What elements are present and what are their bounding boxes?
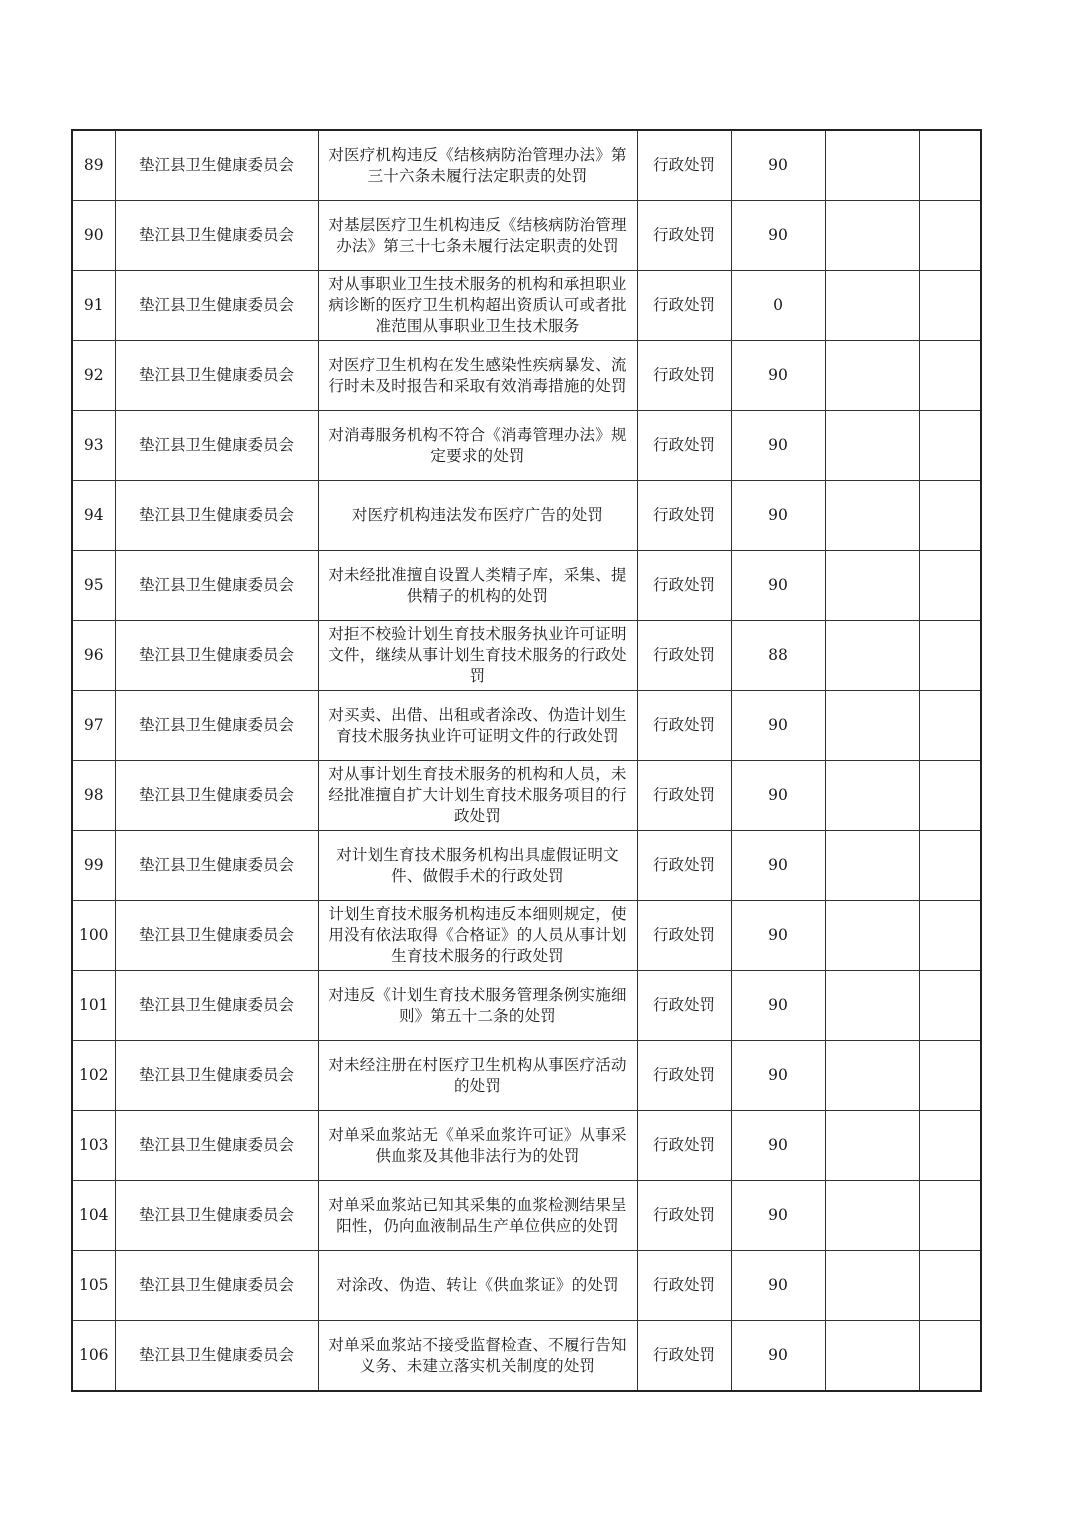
empty-cell bbox=[919, 1321, 981, 1392]
empty-cell bbox=[825, 411, 919, 481]
table-row bbox=[72, 761, 981, 831]
department-cell: 垫江县卫生健康委员会 bbox=[115, 1041, 318, 1111]
row-number: 91 bbox=[72, 271, 115, 341]
department-cell: 垫江县卫生健康委员会 bbox=[115, 1111, 318, 1181]
item-type: 行政处罚 bbox=[637, 481, 731, 551]
item-description: 对医疗卫生机构在发生感染性疾病暴发、流行时未及时报告和采取有效消毒措施的处罚 bbox=[318, 341, 637, 411]
item-score: 90 bbox=[731, 831, 825, 901]
item-type: 行政处罚 bbox=[637, 831, 731, 901]
empty-cell bbox=[919, 411, 981, 481]
item-type: 行政处罚 bbox=[637, 761, 731, 831]
department-cell: 垫江县卫生健康委员会 bbox=[115, 831, 318, 901]
row-number: 95 bbox=[72, 551, 115, 621]
item-description: 对未经批准擅自设置人类精子库，采集、提供精子的机构的处罚 bbox=[318, 551, 637, 621]
empty-cell bbox=[919, 621, 981, 691]
empty-cell bbox=[919, 1251, 981, 1321]
department-cell: 垫江县卫生健康委员会 bbox=[115, 621, 318, 691]
item-type: 行政处罚 bbox=[637, 1181, 731, 1251]
item-type: 行政处罚 bbox=[637, 341, 731, 411]
row-number: 106 bbox=[72, 1321, 115, 1392]
department-cell: 垫江县卫生健康委员会 bbox=[115, 271, 318, 341]
item-description: 对医疗机构违法发布医疗广告的处罚 bbox=[318, 481, 637, 551]
table-row bbox=[72, 1321, 981, 1392]
empty-cell bbox=[919, 831, 981, 901]
item-description: 对医疗机构违反《结核病防治管理办法》第三十六条未履行法定职责的处罚 bbox=[318, 130, 637, 201]
table-row bbox=[72, 1111, 981, 1181]
empty-cell bbox=[825, 130, 919, 201]
item-type: 行政处罚 bbox=[637, 1111, 731, 1181]
empty-cell bbox=[919, 271, 981, 341]
row-number: 93 bbox=[72, 411, 115, 481]
row-number: 100 bbox=[72, 901, 115, 971]
department-cell: 垫江县卫生健康委员会 bbox=[115, 1321, 318, 1392]
department-cell: 垫江县卫生健康委员会 bbox=[115, 691, 318, 761]
item-score: 90 bbox=[731, 1181, 825, 1251]
empty-cell bbox=[825, 551, 919, 621]
item-description: 对从事计划生育技术服务的机构和人员，未经批准擅自扩大计划生育技术服务项目的行政处罚 bbox=[318, 761, 637, 831]
table-row bbox=[72, 1041, 981, 1111]
item-description: 对基层医疗卫生机构违反《结核病防治管理办法》第三十七条未履行法定职责的处罚 bbox=[318, 201, 637, 271]
item-description: 对违反《计划生育技术服务管理条例实施细则》第五十二条的处罚 bbox=[318, 971, 637, 1041]
table-row bbox=[72, 551, 981, 621]
item-score: 90 bbox=[731, 1251, 825, 1321]
department-cell: 垫江县卫生健康委员会 bbox=[115, 761, 318, 831]
item-description: 对单采血浆站已知其采集的血浆检测结果呈阳性，仍向血液制品生产单位供应的处罚 bbox=[318, 1181, 637, 1251]
empty-cell bbox=[825, 831, 919, 901]
item-description: 对单采血浆站不接受监督检查、不履行告知义务、未建立落实机关制度的处罚 bbox=[318, 1321, 637, 1392]
table-row bbox=[72, 1181, 981, 1251]
table-row bbox=[72, 691, 981, 761]
table-row bbox=[72, 130, 981, 201]
empty-cell bbox=[919, 341, 981, 411]
empty-cell bbox=[825, 901, 919, 971]
empty-cell bbox=[825, 761, 919, 831]
item-type: 行政处罚 bbox=[637, 201, 731, 271]
item-score: 88 bbox=[731, 621, 825, 691]
empty-cell bbox=[825, 1041, 919, 1111]
empty-cell bbox=[825, 971, 919, 1041]
department-cell: 垫江县卫生健康委员会 bbox=[115, 341, 318, 411]
item-score: 0 bbox=[731, 271, 825, 341]
item-score: 90 bbox=[731, 1321, 825, 1392]
department-cell: 垫江县卫生健康委员会 bbox=[115, 201, 318, 271]
item-type: 行政处罚 bbox=[637, 551, 731, 621]
item-score: 90 bbox=[731, 201, 825, 271]
empty-cell bbox=[919, 130, 981, 201]
empty-cell bbox=[825, 271, 919, 341]
row-number: 104 bbox=[72, 1181, 115, 1251]
item-score: 90 bbox=[731, 551, 825, 621]
row-number: 103 bbox=[72, 1111, 115, 1181]
empty-cell bbox=[919, 1041, 981, 1111]
item-description: 对计划生育技术服务机构出具虚假证明文件、做假手术的行政处罚 bbox=[318, 831, 637, 901]
row-number: 102 bbox=[72, 1041, 115, 1111]
department-cell: 垫江县卫生健康委员会 bbox=[115, 481, 318, 551]
table-row bbox=[72, 271, 981, 341]
table-body bbox=[72, 130, 981, 1391]
department-cell: 垫江县卫生健康委员会 bbox=[115, 971, 318, 1041]
penalty-table bbox=[71, 129, 982, 1392]
item-type: 行政处罚 bbox=[637, 271, 731, 341]
item-description: 对涂改、伪造、转让《供血浆证》的处罚 bbox=[318, 1251, 637, 1321]
penalty-table-container bbox=[71, 129, 980, 1392]
row-number: 96 bbox=[72, 621, 115, 691]
table-row bbox=[72, 201, 981, 271]
item-type: 行政处罚 bbox=[637, 411, 731, 481]
department-cell: 垫江县卫生健康委员会 bbox=[115, 411, 318, 481]
empty-cell bbox=[825, 341, 919, 411]
row-number: 98 bbox=[72, 761, 115, 831]
empty-cell bbox=[919, 971, 981, 1041]
item-type: 行政处罚 bbox=[637, 130, 731, 201]
empty-cell bbox=[825, 691, 919, 761]
row-number: 97 bbox=[72, 691, 115, 761]
row-number: 92 bbox=[72, 341, 115, 411]
empty-cell bbox=[825, 1111, 919, 1181]
item-description: 对单采血浆站无《单采血浆许可证》从事采供血浆及其他非法行为的处罚 bbox=[318, 1111, 637, 1181]
empty-cell bbox=[825, 621, 919, 691]
item-score: 90 bbox=[731, 1041, 825, 1111]
row-number: 101 bbox=[72, 971, 115, 1041]
empty-cell bbox=[825, 1321, 919, 1392]
item-score: 90 bbox=[731, 691, 825, 761]
item-score: 90 bbox=[731, 761, 825, 831]
item-description: 对未经注册在村医疗卫生机构从事医疗活动的处罚 bbox=[318, 1041, 637, 1111]
item-score: 90 bbox=[731, 971, 825, 1041]
department-cell: 垫江县卫生健康委员会 bbox=[115, 1251, 318, 1321]
item-type: 行政处罚 bbox=[637, 1251, 731, 1321]
row-number: 105 bbox=[72, 1251, 115, 1321]
item-description: 对买卖、出借、出租或者涂改、伪造计划生育技术服务执业许可证明文件的行政处罚 bbox=[318, 691, 637, 761]
empty-cell bbox=[825, 1181, 919, 1251]
item-type: 行政处罚 bbox=[637, 621, 731, 691]
item-score: 90 bbox=[731, 411, 825, 481]
row-number: 89 bbox=[72, 130, 115, 201]
empty-cell bbox=[825, 201, 919, 271]
empty-cell bbox=[919, 761, 981, 831]
item-type: 行政处罚 bbox=[637, 1041, 731, 1111]
empty-cell bbox=[825, 1251, 919, 1321]
item-description: 对消毒服务机构不符合《消毒管理办法》规定要求的处罚 bbox=[318, 411, 637, 481]
item-score: 90 bbox=[731, 1111, 825, 1181]
table-row bbox=[72, 411, 981, 481]
department-cell: 垫江县卫生健康委员会 bbox=[115, 551, 318, 621]
row-number: 99 bbox=[72, 831, 115, 901]
table-row bbox=[72, 341, 981, 411]
department-cell: 垫江县卫生健康委员会 bbox=[115, 130, 318, 201]
department-cell: 垫江县卫生健康委员会 bbox=[115, 901, 318, 971]
table-row bbox=[72, 901, 981, 971]
item-type: 行政处罚 bbox=[637, 971, 731, 1041]
empty-cell bbox=[919, 481, 981, 551]
item-type: 行政处罚 bbox=[637, 691, 731, 761]
table-row bbox=[72, 621, 981, 691]
item-score: 90 bbox=[731, 341, 825, 411]
empty-cell bbox=[919, 691, 981, 761]
item-score: 90 bbox=[731, 130, 825, 201]
row-number: 90 bbox=[72, 201, 115, 271]
table-row bbox=[72, 971, 981, 1041]
empty-cell bbox=[919, 901, 981, 971]
empty-cell bbox=[919, 1111, 981, 1181]
empty-cell bbox=[919, 551, 981, 621]
department-cell: 垫江县卫生健康委员会 bbox=[115, 1181, 318, 1251]
item-type: 行政处罚 bbox=[637, 901, 731, 971]
empty-cell bbox=[825, 481, 919, 551]
item-description: 计划生育技术服务机构违反本细则规定，使用没有依法取得《合格证》的人员从事计划生育技术服务的行政处罚 bbox=[318, 901, 637, 971]
empty-cell bbox=[919, 1181, 981, 1251]
table-row bbox=[72, 1251, 981, 1321]
item-type: 行政处罚 bbox=[637, 1321, 731, 1392]
row-number: 94 bbox=[72, 481, 115, 551]
item-score: 90 bbox=[731, 901, 825, 971]
empty-cell bbox=[919, 201, 981, 271]
table-row bbox=[72, 481, 981, 551]
item-description: 对从事职业卫生技术服务的机构和承担职业病诊断的医疗卫生机构超出资质认可或者批准范围从事职业卫生技术服务 bbox=[318, 271, 637, 341]
item-description: 对拒不校验计划生育技术服务执业许可证明文件，继续从事计划生育技术服务的行政处罚 bbox=[318, 621, 637, 691]
table-row bbox=[72, 831, 981, 901]
item-score: 90 bbox=[731, 481, 825, 551]
